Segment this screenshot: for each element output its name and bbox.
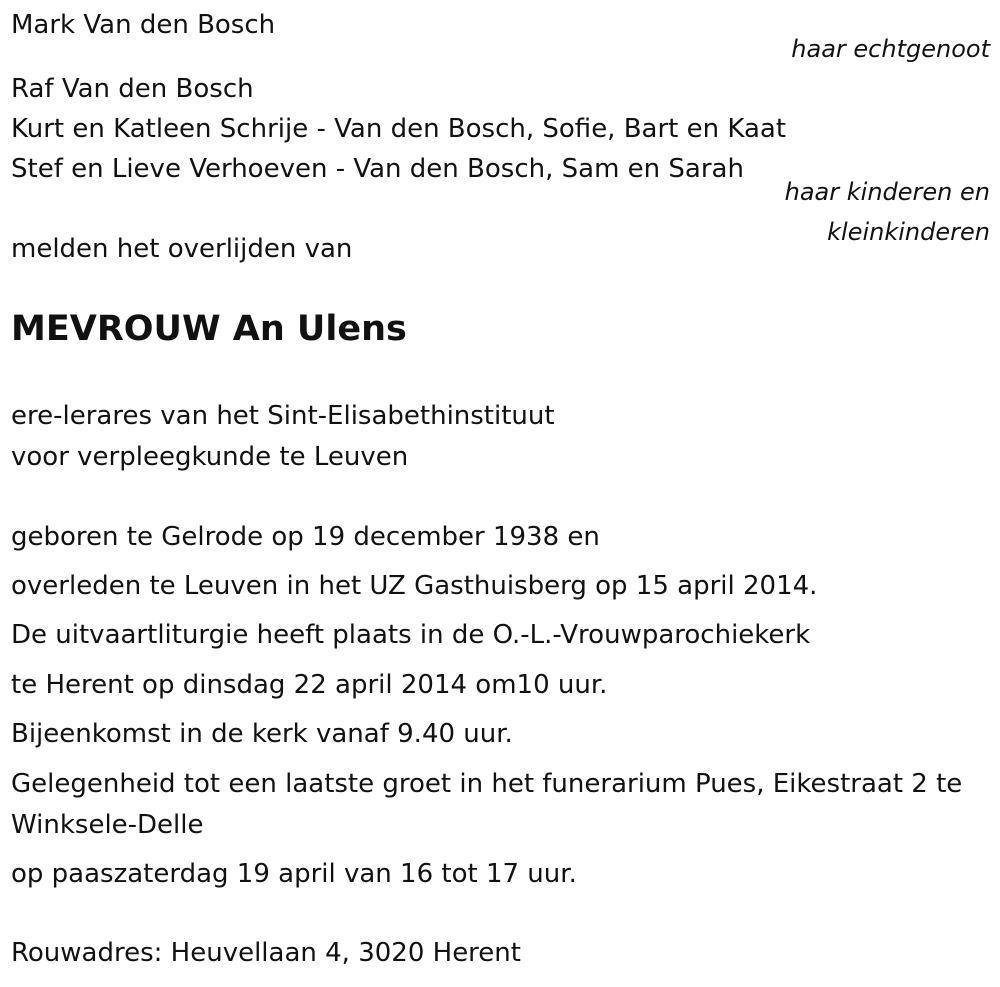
child-line-3: Stef en Lieve Verhoeven - Van den Bosch, Sam en Sarah: [11, 154, 744, 184]
child-line-2: Kurt en Katleen Schrije - Van den Bosch, Sofie, Bart en Kaat: [11, 114, 787, 144]
detail-farewell-date: op paaszaterdag 19 april van 16 tot 17 uur.: [11, 859, 577, 889]
announcement-text: melden het overlijden van: [11, 234, 353, 264]
spouse-name: Mark Van den Bosch: [11, 10, 276, 40]
detail-farewell: Gelegenheid tot een laatste groet in het funerarium Pues, Eikestraat 2 te: [11, 769, 963, 799]
detail-gathering: Bijeenkomst in de kerk vanaf 9.40 uur.: [11, 719, 513, 749]
detail-farewell-place: Winksele-Delle: [11, 810, 204, 840]
detail-liturgy: De uitvaartliturgie heeft plaats in de O.-L.-Vrouwparochiekerk: [11, 620, 811, 650]
detail-death: overleden te Leuven in het UZ Gasthuisberg op 15 april 2014.: [11, 571, 818, 601]
children-role-line-1: haar kinderen en: [784, 178, 990, 206]
child-line-1: Raf Van den Bosch: [11, 74, 254, 104]
occupation-line-2: voor verpleegkunde te Leuven: [11, 442, 409, 472]
detail-birth: geboren te Gelrode op 19 december 1938 en: [11, 522, 600, 552]
deceased-name: MEVROUW An Ulens: [11, 309, 407, 349]
detail-liturgy-date: te Herent op dinsdag 22 april 2014 om10 uur.: [11, 670, 608, 700]
children-role-line-2: kleinkinderen: [827, 218, 990, 246]
occupation-line-1: ere-lerares van het Sint-Elisabethinstituut: [11, 401, 555, 431]
mourning-address: Rouwadres: Heuvellaan 4, 3020 Herent: [11, 938, 521, 968]
spouse-role: haar echtgenoot: [791, 35, 990, 63]
